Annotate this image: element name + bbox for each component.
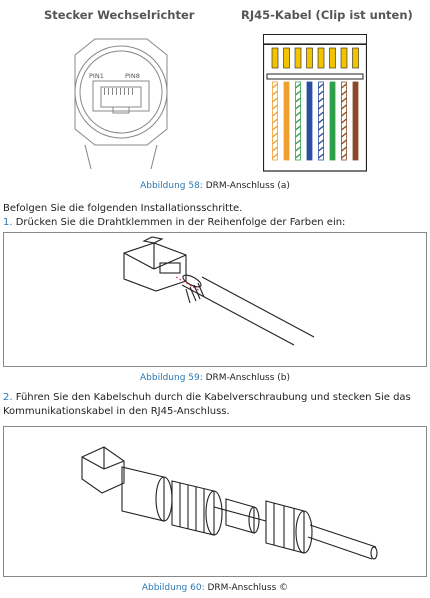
- step-1-text: Drücken Sie die Drahtklemmen in der Reihenfolge der Farben ein:: [15, 217, 346, 228]
- step-1-number: 1.: [3, 217, 13, 228]
- step-2-text: Führen Sie den Kabelschuh durch die Kabelverschraubung und stecken Sie das Kommunikationskabel in den RJ45-Anschluss.: [3, 392, 411, 417]
- rj45-cable-title: RJ45-Kabel (Clip ist unten): [241, 8, 413, 22]
- step-1: [3, 216, 427, 230]
- wire-2: [284, 82, 289, 160]
- contact-pin-3: [295, 48, 301, 68]
- figure-60-frame: [3, 426, 427, 577]
- inverter-plug-title: Stecker Wechselrichter: [44, 8, 195, 22]
- wire-6: [330, 82, 335, 160]
- crimp-connector-illustration: [4, 233, 426, 366]
- cable-gland-assembly-illustration: [4, 427, 426, 576]
- contact-pin-4: [307, 48, 313, 68]
- wire-4: [307, 82, 312, 160]
- figure-60-text: DRM-Anschluss ©: [207, 583, 289, 593]
- figure-59-caption: [0, 373, 430, 383]
- pin8-label: PIN8: [125, 72, 140, 80]
- contact-pin-5: [318, 48, 324, 68]
- figure-58-text: DRM-Anschluss (a): [205, 181, 290, 191]
- contact-pin-1: [272, 48, 278, 68]
- pin1-label: PIN1: [89, 72, 104, 80]
- figure-58-number: Abbildung 58:: [140, 181, 203, 191]
- contact-pin-8: [353, 48, 359, 68]
- rj45-connector-illustration: [263, 34, 367, 172]
- wire-8: [353, 82, 358, 160]
- contact-pin-2: [284, 48, 290, 68]
- contact-pin-7: [341, 48, 347, 68]
- figure-60-caption: [0, 583, 430, 593]
- step-2: [3, 391, 427, 418]
- figure-59-number: Abbildung 59:: [139, 373, 203, 383]
- intro-text: Befolgen Sie die folgenden Installationsschritte.: [3, 203, 243, 214]
- inverter-plug-illustration: [55, 33, 185, 173]
- step-2-number: 2.: [3, 392, 13, 403]
- contact-pin-6: [330, 48, 336, 68]
- figure-60-number: Abbildung 60:: [141, 583, 205, 593]
- figure-58-caption: [0, 181, 430, 191]
- figure-59-text: DRM-Anschluss (b): [205, 373, 291, 383]
- figure-59-frame: [3, 232, 427, 367]
